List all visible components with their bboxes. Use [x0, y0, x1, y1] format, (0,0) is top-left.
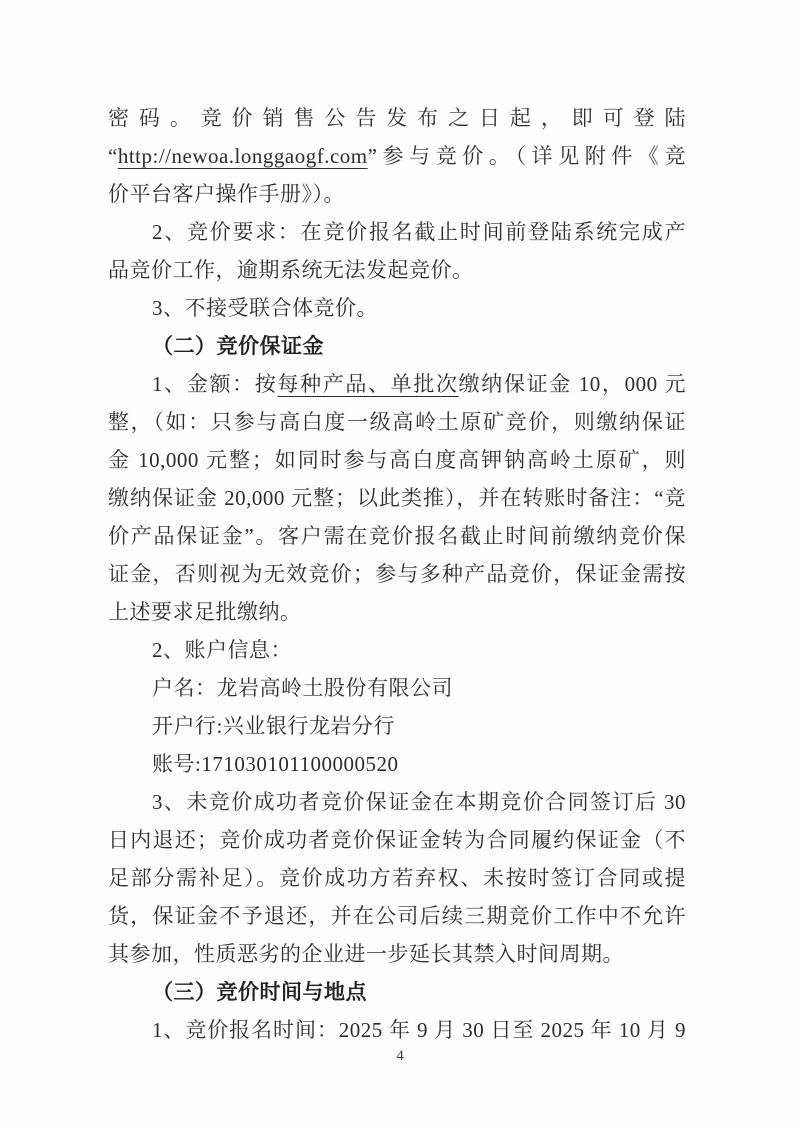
text-segment: 1、竞价报名时间：2025 年 9 月 30 日至 2025 年 10 月 9: [152, 1018, 686, 1042]
url-line: [108, 137, 686, 175]
text-segment: 缴纳保证金 10，000 元: [458, 372, 686, 396]
document-body: [108, 99, 686, 1049]
doc-line: [108, 251, 686, 289]
url-text: http://newoa.longgaogf.com: [117, 144, 368, 168]
doc-line: [108, 631, 686, 669]
text-segment: 缴纳保证金 20,000 元整；以此类推），并在转账时备注：“竞: [108, 486, 686, 510]
text-segment: 金 10,000 元整；如同时参与高白度高钾钠高岭土原矿，则: [108, 448, 686, 472]
doc-line: [108, 859, 686, 897]
text-segment: 2、账户信息：: [152, 638, 292, 662]
text-segment: 品竞价工作，逾期系统无法发起竞价。: [108, 258, 474, 282]
text-segment: ”参与竞价。（详见附件《竞: [367, 144, 686, 168]
doc-line: [108, 897, 686, 935]
text-segment: 密码。竞价销售公告发布之日起，即可登陆: [108, 106, 686, 130]
doc-line: [108, 821, 686, 859]
doc-line: [108, 479, 686, 517]
text-segment: 1、金额：按: [152, 372, 278, 396]
text-segment: 日内退还；竞价成功者竞价保证金转为合同履约保证金（不: [108, 828, 686, 852]
text-segment: 上述要求足批缴纳。: [108, 600, 302, 624]
account-number-line: [108, 745, 686, 783]
doc-line: [108, 213, 686, 251]
text-segment: 货，保证金不予退还，并在公司后续三期竞价工作中不允许: [108, 904, 686, 928]
doc-line: [108, 593, 686, 631]
text-segment: 账号:171030101100000520: [152, 752, 399, 776]
doc-line: [108, 365, 686, 403]
text-segment: 3、不接受联合体竞价。: [152, 296, 378, 320]
text-segment: （三）竞价时间与地点: [152, 980, 367, 1004]
text-segment: 2、竞价要求：在竞价报名截止时间前登陆系统完成产: [152, 220, 686, 244]
text-segment: （二）竞价保证金: [152, 334, 324, 358]
page-number: 4: [396, 1048, 404, 1064]
account-name-line: [108, 669, 686, 707]
doc-line: [108, 935, 686, 973]
text-segment: 价平台客户操作手册》）。: [108, 182, 345, 206]
bank-line: [108, 707, 686, 745]
section-heading: [108, 973, 686, 1011]
text-segment: 足部分需补足）。竞价成功方若弃权、未按时签订合同或提: [108, 866, 686, 890]
doc-line: [108, 175, 686, 213]
text-segment: 整，（如：只参与高白度一级高岭土原矿竞价，则缴纳保证: [108, 410, 686, 434]
doc-line: [108, 1011, 686, 1049]
section-heading: [108, 327, 686, 365]
doc-line: [108, 289, 686, 327]
para-continuation-line: [108, 99, 686, 137]
text-segment: 3、未竞价成功者竞价保证金在本期竞价合同签订后 30: [152, 790, 686, 814]
doc-line: [108, 555, 686, 593]
doc-line: [108, 517, 686, 555]
text-segment: 户名：龙岩高岭土股份有限公司: [152, 676, 453, 700]
doc-line: [108, 403, 686, 441]
text-segment: “: [108, 144, 118, 168]
text-segment: 其参加，性质恶劣的企业进一步延长其禁入时间周期。: [108, 942, 624, 966]
doc-line: [108, 441, 686, 479]
text-segment: 价产品保证金”。客户需在竞价报名截止时间前缴纳竞价保: [108, 524, 686, 548]
doc-line: [108, 783, 686, 821]
underline-emphasis: 每种产品、单批次: [277, 372, 459, 396]
text-segment: 开户行:兴业银行龙岩分行: [152, 714, 395, 738]
text-segment: 证金，否则视为无效竞价；参与多种产品竞价，保证金需按: [108, 562, 686, 586]
